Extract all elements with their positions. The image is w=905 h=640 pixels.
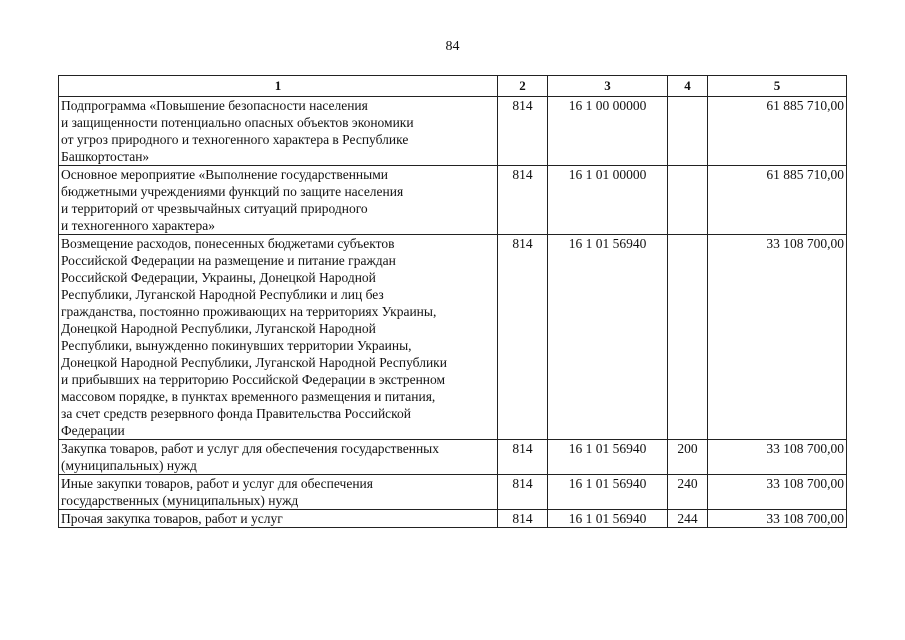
cell-ministry-code: 814	[498, 166, 548, 235]
table-row	[59, 166, 847, 235]
column-header-4: 4	[668, 76, 708, 97]
cell-name-line: и техногенного характера»	[61, 218, 215, 233]
column-header-3: 3	[548, 76, 668, 97]
cell-expense-type	[668, 97, 708, 166]
column-header-5: 5	[708, 76, 847, 97]
cell-target-code: 16 1 01 00000	[548, 166, 668, 235]
cell-name-line: и прибывших на территорию Российской Федерации в экстренном	[61, 372, 446, 387]
cell-name-line: Башкортостан»	[61, 149, 150, 164]
cell-ministry-code: 814	[498, 475, 548, 510]
cell-ministry-code: 814	[498, 235, 548, 440]
cell-target-code: 16 1 01 56940	[548, 235, 668, 440]
column-header-2: 2	[498, 76, 548, 97]
table-row	[59, 235, 847, 440]
cell-name-line: Подпрограмма «Повышение безопасности населения	[61, 98, 368, 113]
cell-expense-type	[668, 235, 708, 440]
cell-expense-type: 244	[668, 510, 708, 528]
cell-name-line: массовом порядке, в пунктах временного размещения и питания,	[61, 389, 436, 404]
cell-target-code: 16 1 01 56940	[548, 440, 668, 475]
table-row	[59, 440, 847, 475]
cell-name-line: Прочая закупка товаров, работ и услуг	[61, 511, 283, 526]
cell-name-line: Донецкой Народной Республики, Луганской Народной	[61, 321, 376, 336]
cell-name-line: от угроз природного и техногенного характера в Республике	[61, 132, 409, 147]
cell-name-line: Федерации	[61, 423, 125, 438]
cell-name	[59, 510, 498, 528]
cell-name	[59, 475, 498, 510]
cell-ministry-code: 814	[498, 440, 548, 475]
cell-name-line: за счет средств резервного фонда Правительства Российской	[61, 406, 412, 421]
cell-name-line: государственных (муниципальных) нужд	[61, 493, 299, 508]
cell-name-line: Закупка товаров, работ и услуг для обеспечения государственных	[61, 441, 440, 456]
column-header-1: 1	[59, 76, 498, 97]
cell-name-line: Республики, вынужденно покинувших территории Украины,	[61, 338, 412, 353]
cell-amount: 33 108 700,00	[708, 510, 847, 528]
cell-name	[59, 166, 498, 235]
cell-amount: 61 885 710,00	[708, 97, 847, 166]
cell-expense-type: 200	[668, 440, 708, 475]
table-row	[59, 475, 847, 510]
table-header-row	[59, 76, 847, 97]
cell-amount: 33 108 700,00	[708, 235, 847, 440]
cell-amount: 33 108 700,00	[708, 475, 847, 510]
cell-name-line: Российской Федерации, Украины, Донецкой Народной	[61, 270, 376, 285]
cell-name-line: Донецкой Народной Республики, Луганской Народной Республики	[61, 355, 447, 370]
cell-ministry-code: 814	[498, 510, 548, 528]
cell-name-line: гражданства, постоянно проживающих на территориях Украины,	[61, 304, 437, 319]
cell-expense-type	[668, 166, 708, 235]
cell-name-line: Основное мероприятие «Выполнение государственными	[61, 167, 388, 182]
cell-name-line: Иные закупки товаров, работ и услуг для обеспечения	[61, 476, 373, 491]
cell-name-line: Возмещение расходов, понесенных бюджетами субъектов	[61, 236, 395, 251]
cell-name-line: и территорий от чрезвычайных ситуаций природного	[61, 201, 368, 216]
cell-expense-type: 240	[668, 475, 708, 510]
cell-target-code: 16 1 01 56940	[548, 475, 668, 510]
cell-name	[59, 440, 498, 475]
cell-name-line: Российской Федерации на размещение и питание граждан	[61, 253, 396, 268]
cell-target-code: 16 1 00 00000	[548, 97, 668, 166]
cell-target-code: 16 1 01 56940	[548, 510, 668, 528]
budget-table	[58, 75, 847, 528]
cell-name	[59, 97, 498, 166]
table-row	[59, 97, 847, 166]
cell-amount: 33 108 700,00	[708, 440, 847, 475]
cell-amount: 61 885 710,00	[708, 166, 847, 235]
cell-name-line: (муниципальных) нужд	[61, 458, 197, 473]
cell-name-line: и защищенности потенциально опасных объектов экономики	[61, 115, 414, 130]
table-row	[59, 510, 847, 528]
page-number: 84	[445, 39, 460, 54]
cell-name	[59, 235, 498, 440]
cell-name-line: бюджетными учреждениями функций по защите населения	[61, 184, 404, 199]
cell-ministry-code: 814	[498, 97, 548, 166]
cell-name-line: Республики, Луганской Народной Республики и лиц без	[61, 287, 384, 302]
